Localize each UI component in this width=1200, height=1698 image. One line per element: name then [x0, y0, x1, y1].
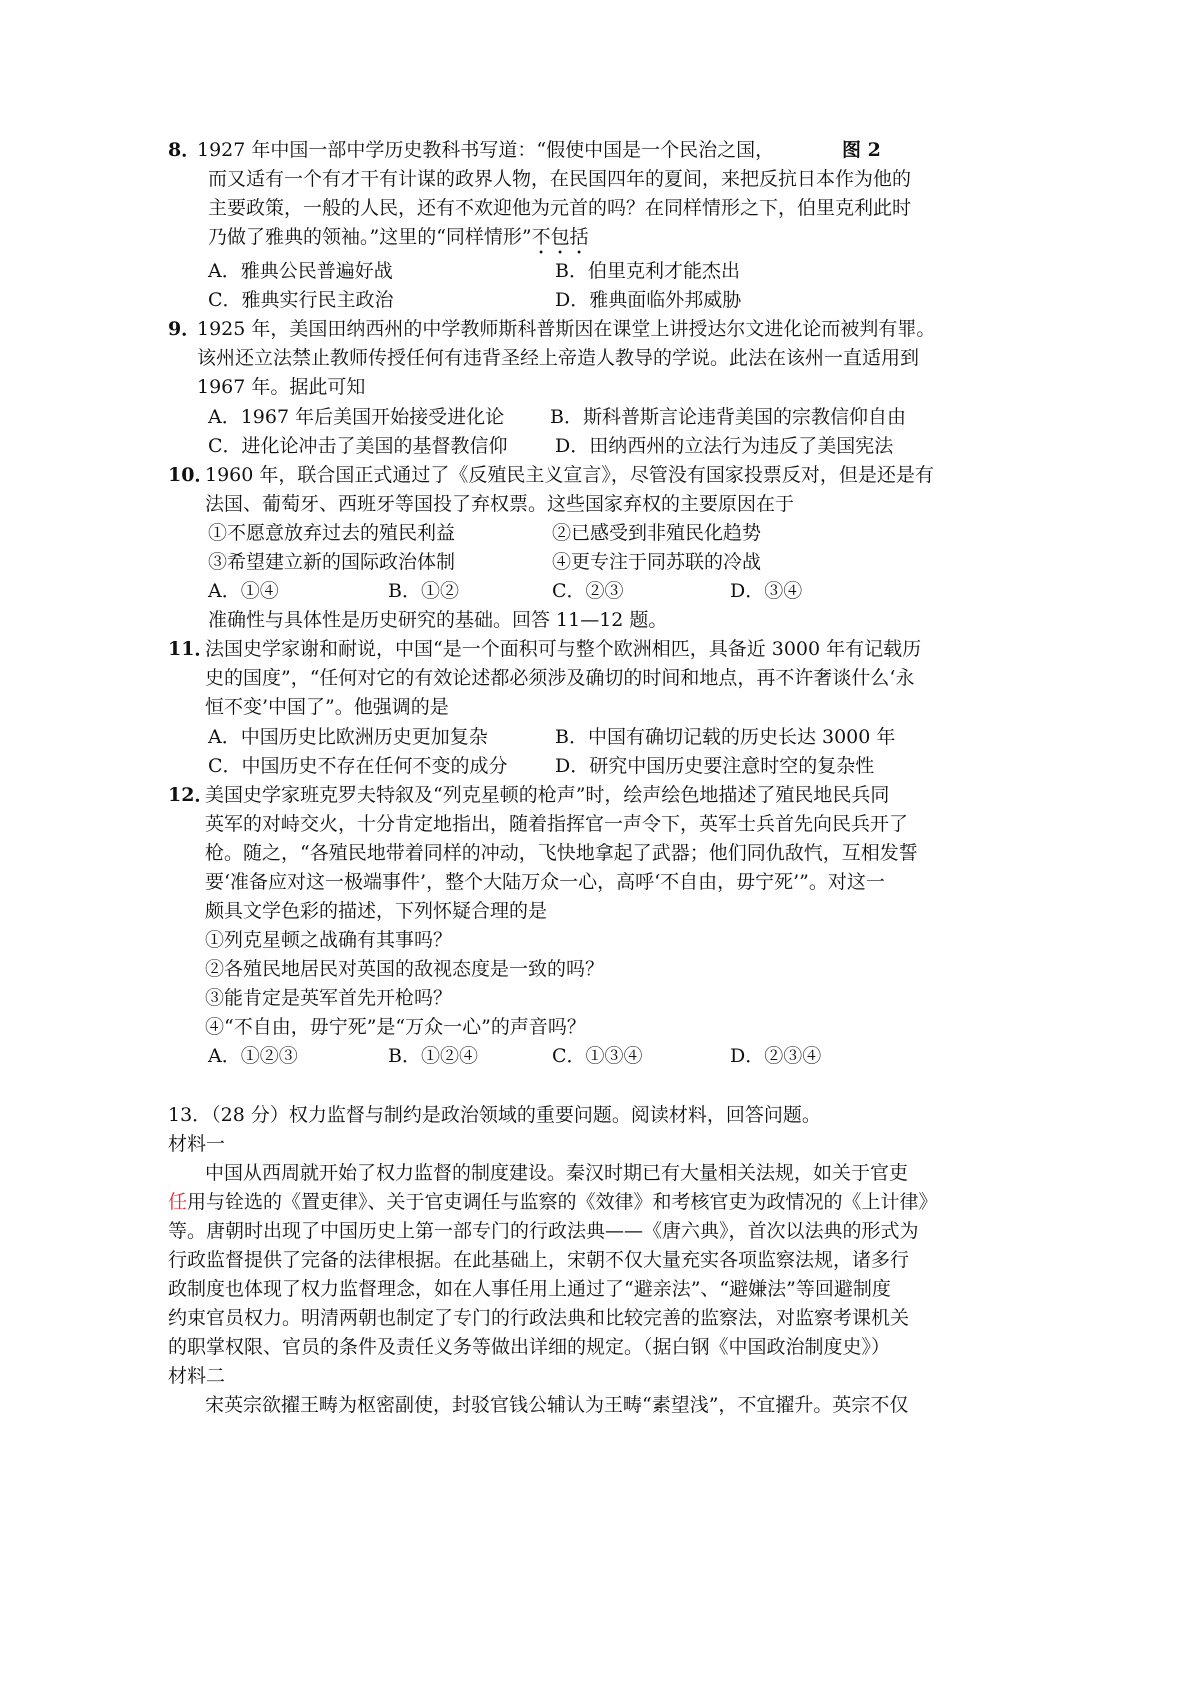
intro-11-12: 准确性与具体性是历史研究的基础。回答 11—12 题。: [208, 609, 668, 631]
q12-statement-3: ③能肯定是英军首先开枪吗？: [205, 987, 453, 1009]
q8-emphasis-not-include: 不包括: [531, 226, 589, 248]
material-1-title: 材料一: [168, 1133, 226, 1155]
q9-line-2: 该州还立法禁止教师传授任何有违背圣经上帝造人教导的学说。此法在该州一直适用到: [197, 347, 920, 369]
q11-line-1: 法国史学家谢和耐说，中国“是一个面积可与整个欧洲相匹，具备近 3000 年有记载历: [205, 638, 922, 660]
material-1-red-char: 任: [168, 1191, 188, 1213]
q8-line-2: 而又适有一个有才干有计谋的政界人物，在民国四年的夏间，来把反抗日本作为他的: [208, 168, 912, 190]
q8-line-3: 主要政策，一般的人民，还有不欢迎他为元首的吗？在同样情形之下，伯里克利此时: [208, 197, 912, 219]
q10-option-a: A．①④: [208, 580, 279, 602]
q10-option-b: B．①②: [388, 580, 459, 602]
q12-option-c: C．①③④: [552, 1045, 643, 1067]
q9-line-3: 1967 年。据此可知: [197, 376, 366, 398]
q10-line-1: 1960 年，联合国正式通过了《反殖民主义宣言》，尽管没有国家投票反对，但是还是有: [205, 464, 934, 486]
q9-option-b: B．斯科普斯言论违背美国的宗教信仰自由: [550, 406, 906, 428]
q12-statement-4: ④“不自由，毋宁死”是“万众一心”的声音吗？: [205, 1016, 586, 1038]
q8-line-4-text: 乃做了雅典的领袖。”这里的“同样情形”: [208, 226, 532, 248]
q12-option-a: A．①②③: [208, 1045, 298, 1067]
q12-line-3: 枪。随之，“各殖民地带着同样的冲动，飞快地拿起了武器；他们同仇敌忾，互相发誓: [205, 842, 918, 864]
q9-option-a: A．1967 年后美国开始接受进化论: [208, 406, 505, 428]
q12-line-1: 美国史学家班克罗夫特叙及“列克星顿的枪声”时，绘声绘色地描述了殖民地民兵同: [205, 784, 890, 806]
q11-option-d: D．研究中国历史要注意时空的复杂性: [555, 755, 875, 777]
q8-option-b: B．伯里克利才能杰出: [555, 260, 740, 282]
q8-line-1: 1927 年中国一部中学历史教科书写道：“假使中国是一个民治之国，: [197, 139, 775, 161]
q11-option-c: C．中国历史不存在任何不变的成分: [208, 755, 508, 777]
material-1-line-1: 中国从西周就开始了权力监督的制度建设。秦汉时期已有大量相关法规，如关于官吏: [205, 1162, 909, 1184]
q12-line-5: 颇具文学色彩的描述，下列怀疑合理的是: [205, 900, 548, 922]
material-1-line-4: 行政监督提供了完备的法律根据。在此基础上，宋朝不仅大量充实各项监察法规，诸多行: [168, 1249, 910, 1271]
q9-line-1: 1925 年，美国田纳西州的中学教师斯科普斯因在课堂上讲授达尔文进化论而被判有罪。: [197, 318, 936, 340]
q8-number: 8．: [168, 139, 201, 161]
q11-line-3: 恒不变’中国了”。他强调的是: [205, 696, 449, 718]
q8-line-4: [208, 224, 589, 259]
material-1-line-3: 等。唐朝时出现了中国历史上第一部专门的行政法典——《唐六典》，首次以法典的形式为: [168, 1220, 919, 1242]
q9-option-d: D．田纳西州的立法行为违反了美国宪法: [555, 435, 894, 457]
q10-statement-4: ④更专注于同苏联的冷战: [552, 551, 762, 573]
material-2-line-1: 宋英宗欲擢王畴为枢密副使，封驳官钱公辅认为王畴“素望浅”，不宜擢升。英宗不仅: [205, 1394, 909, 1416]
material-2-title: 材料二: [168, 1365, 226, 1387]
q9-option-c: C．进化论冲击了美国的基督教信仰: [208, 435, 508, 457]
q10-option-c: C．②③: [552, 580, 624, 602]
q10-statement-1: ①不愿意放弃过去的殖民利益: [208, 522, 456, 544]
q8-option-c: C．雅典实行民主政治: [208, 289, 394, 311]
q12-number: 12．: [168, 784, 214, 806]
q11-number: 11．: [168, 638, 214, 660]
q12-option-d: D．②③④: [730, 1045, 822, 1067]
q12-statement-1: ①列克星顿之战确有其事吗？: [205, 929, 453, 951]
q12-line-2: 英军的对峙交火，十分肯定地指出，随着指挥官一声令下，英军士兵首先向民兵开了: [205, 813, 909, 835]
q11-line-2: 史的国度”，“任何对它的有效论述都必须涉及确切的时间和地点，再不许奢谈什么‘永: [205, 667, 915, 689]
q10-statement-3: ③希望建立新的国际政治体制: [208, 551, 456, 573]
q11-option-a: A．中国历史比欧洲历史更加复杂: [208, 726, 488, 748]
q12-option-b: B．①②④: [388, 1045, 478, 1067]
q10-statement-2: ②已感受到非殖民化趋势: [552, 522, 762, 544]
q8-option-d: D．雅典面临外邦威胁: [555, 289, 742, 311]
q8-figure-label: 图 2: [842, 139, 881, 161]
material-1-line-5: 政制度也体现了权力监督理念，如在人事任用上通过了“避亲法”、“避嫌法”等回避制度: [168, 1278, 891, 1300]
material-1-line-6: 约束官员权力。明清两朝也制定了专门的行政法典和比较完善的监察法，对监察考课机关: [168, 1307, 910, 1329]
q13-heading: 13．（28 分）权力监督与制约是政治领域的重要问题。阅读材料，回答问题。: [168, 1104, 821, 1126]
q12-statement-2: ②各殖民地居民对英国的敌视态度是一致的吗？: [205, 958, 605, 980]
q10-number: 10．: [168, 464, 214, 486]
material-1-line-2-text: 用与铨选的《置吏律》、关于官吏调任与监察的《效律》和考核官吏为政情况的《上计律》: [187, 1191, 938, 1213]
material-1-line-2: [168, 1189, 938, 1215]
q10-line-2: 法国、葡萄牙、西班牙等国投了弃权票。这些国家弃权的主要原因在于: [205, 493, 795, 515]
q11-option-b: B．中国有确切记载的历史长达 3000 年: [555, 726, 896, 748]
q12-line-4: 要‘准备应对这一极端事件’，整个大陆万众一心，高呼‘不自由，毋宁死’”。对这一: [205, 871, 885, 893]
q9-number: 9．: [168, 318, 201, 340]
material-1-line-7: 的职掌权限、官员的条件及责任义务等做出详细的规定。（据白钢《中国政治制度史》）: [168, 1336, 891, 1358]
q8-option-a: A．雅典公民普遍好战: [208, 260, 393, 282]
q10-option-d: D．③④: [730, 580, 803, 602]
